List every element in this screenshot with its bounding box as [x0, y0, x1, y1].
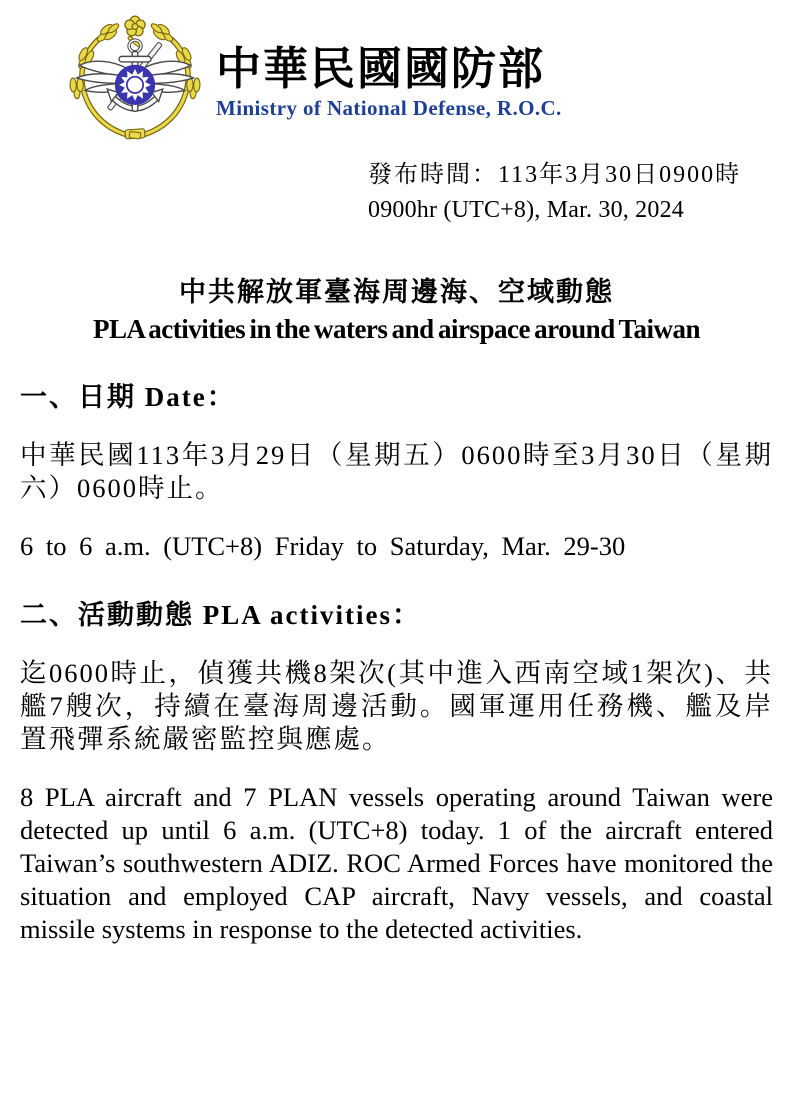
- document-title-zh: 中共解放軍臺海周邊海、空域動態: [179, 276, 614, 307]
- org-name-en: Ministry of National Defense, R.O.C.: [216, 96, 562, 121]
- plum-blossom-icon: [125, 16, 145, 36]
- release-time-zh: 發布時間：113年3月30日0900時: [368, 162, 742, 188]
- activities-paragraph-zh: 迄0600時止，偵獲共機8架次(其中進入西南空域1架次)、共艦7艘次，持續在臺海周邊活動。國軍運用任務機、艦及岸置飛彈系統嚴密監控與應處。: [20, 657, 773, 754]
- activities-paragraph-en: 8 PLA aircraft and 7 PLAN vessels operating around Taiwan were detected up until 6 a.m. (UTC+8) today. 1 of the aircraft entered Taiwan’s southwestern ADIZ. ROC Armed Forces have monitored the situation and employed CAP aircraft, Navy vessels, and coastal missile systems in response to the detected activities.: [20, 781, 773, 944]
- release-time-block: [368, 158, 773, 228]
- section-date-heading: 一、日期 Date：: [20, 381, 236, 412]
- document-title-en: PLA activities in the waters and airspace around Taiwan: [92, 313, 701, 344]
- document-header: [64, 14, 773, 146]
- date-paragraph-en: 6 to 6 a.m. (UTC+8) Friday to Saturday, Mar. 29-30: [20, 530, 626, 561]
- document-title: [20, 270, 773, 345]
- release-time-en: 0900hr (UTC+8), Mar. 30, 2024: [368, 196, 684, 223]
- sun-emblem-icon: [115, 65, 155, 105]
- mnd-emblem-icon: [64, 14, 206, 146]
- mnd-emblem-svg: [64, 14, 206, 146]
- org-name-zh: 中華民國國防部: [216, 44, 546, 94]
- date-paragraph-zh: 中華民國113年3月29日（星期五）0600時至3月30日（星期六）0600時止。: [20, 439, 773, 503]
- section-activities-heading: 二、活動動態 PLA activities：: [20, 599, 421, 630]
- org-name-block: [216, 14, 562, 121]
